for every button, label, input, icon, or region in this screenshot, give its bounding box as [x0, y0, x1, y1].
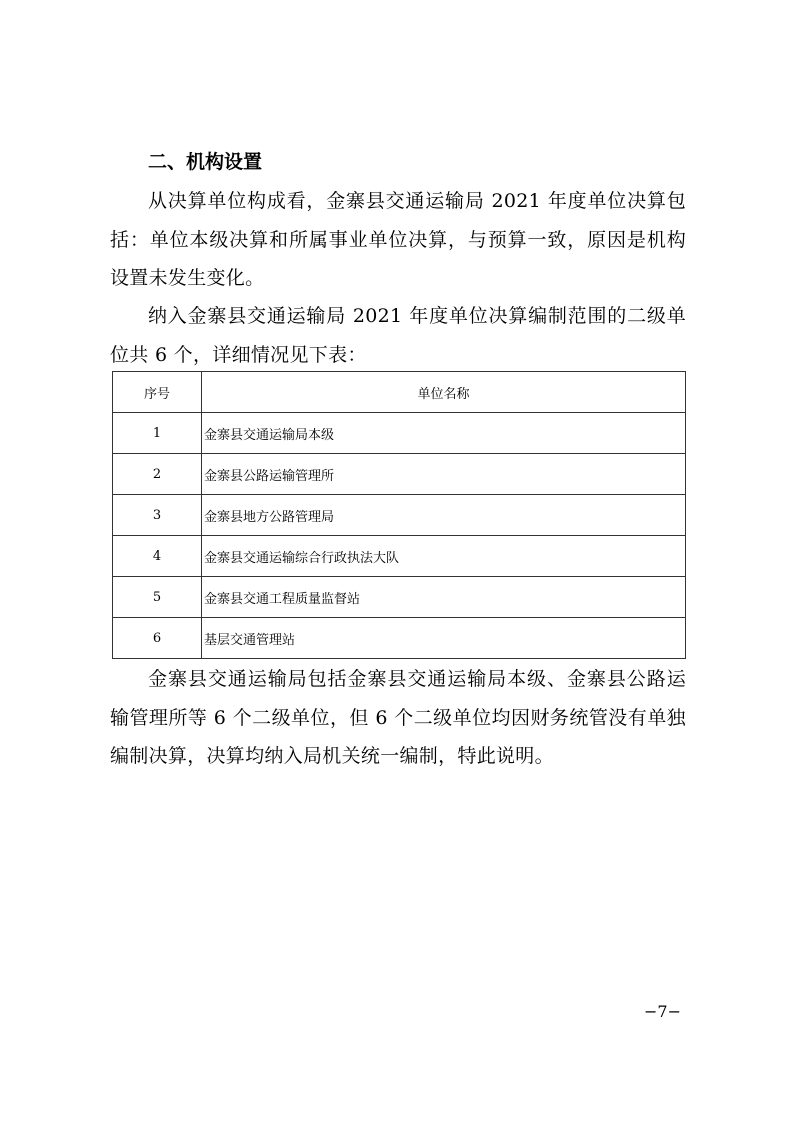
row-serial-number: 6	[113, 618, 202, 659]
row-unit-name: 金寨县公路运输管理所	[202, 454, 686, 495]
row-unit-name: 金寨县地方公路管理局	[202, 495, 686, 536]
row-unit-name: 基层交通管理站	[202, 618, 686, 659]
row-serial-number: 3	[113, 495, 202, 536]
header-serial-number: 序号	[113, 372, 202, 413]
table-row	[113, 454, 686, 495]
paragraph-unit-composition: 从决算单位构成看，金寨县交通运输局 2021 年度单位决算包括：单位本级决算和所属事业单位决算，与预算一致，原因是机构设置未发生变化。	[110, 190, 686, 289]
row-unit-name: 金寨县交通运输局本级	[202, 413, 686, 454]
row-serial-number: 1	[113, 413, 202, 454]
section-heading: 二、机构设置	[148, 151, 263, 173]
table-row	[113, 495, 686, 536]
table-row	[113, 413, 686, 454]
row-unit-name: 金寨县交通工程质量监督站	[202, 577, 686, 618]
row-serial-number: 5	[113, 577, 202, 618]
paragraph-unit-count: 纳入金寨县交通运输局 2021 年度单位决算编制范围的二级单位共 6 个，详细情况见下表：	[110, 305, 686, 366]
paragraph-explanation: 金寨县交通运输局包括金寨县交通运输局本级、金寨县公路运输管理所等 6 个二级单位，但 6 个二级单位均因财务统管没有单独编制决算，决算均纳入局机关统一编制，特此说明。	[110, 668, 686, 767]
table-row	[113, 577, 686, 618]
units-table	[112, 371, 686, 659]
table-header-row	[113, 372, 686, 413]
header-unit-name: 单位名称	[202, 372, 686, 413]
row-serial-number: 2	[113, 454, 202, 495]
page-number: −7−	[644, 1002, 681, 1021]
table-row	[113, 536, 686, 577]
row-unit-name: 金寨县交通运输综合行政执法大队	[202, 536, 686, 577]
row-serial-number: 4	[113, 536, 202, 577]
table-row	[113, 618, 686, 659]
